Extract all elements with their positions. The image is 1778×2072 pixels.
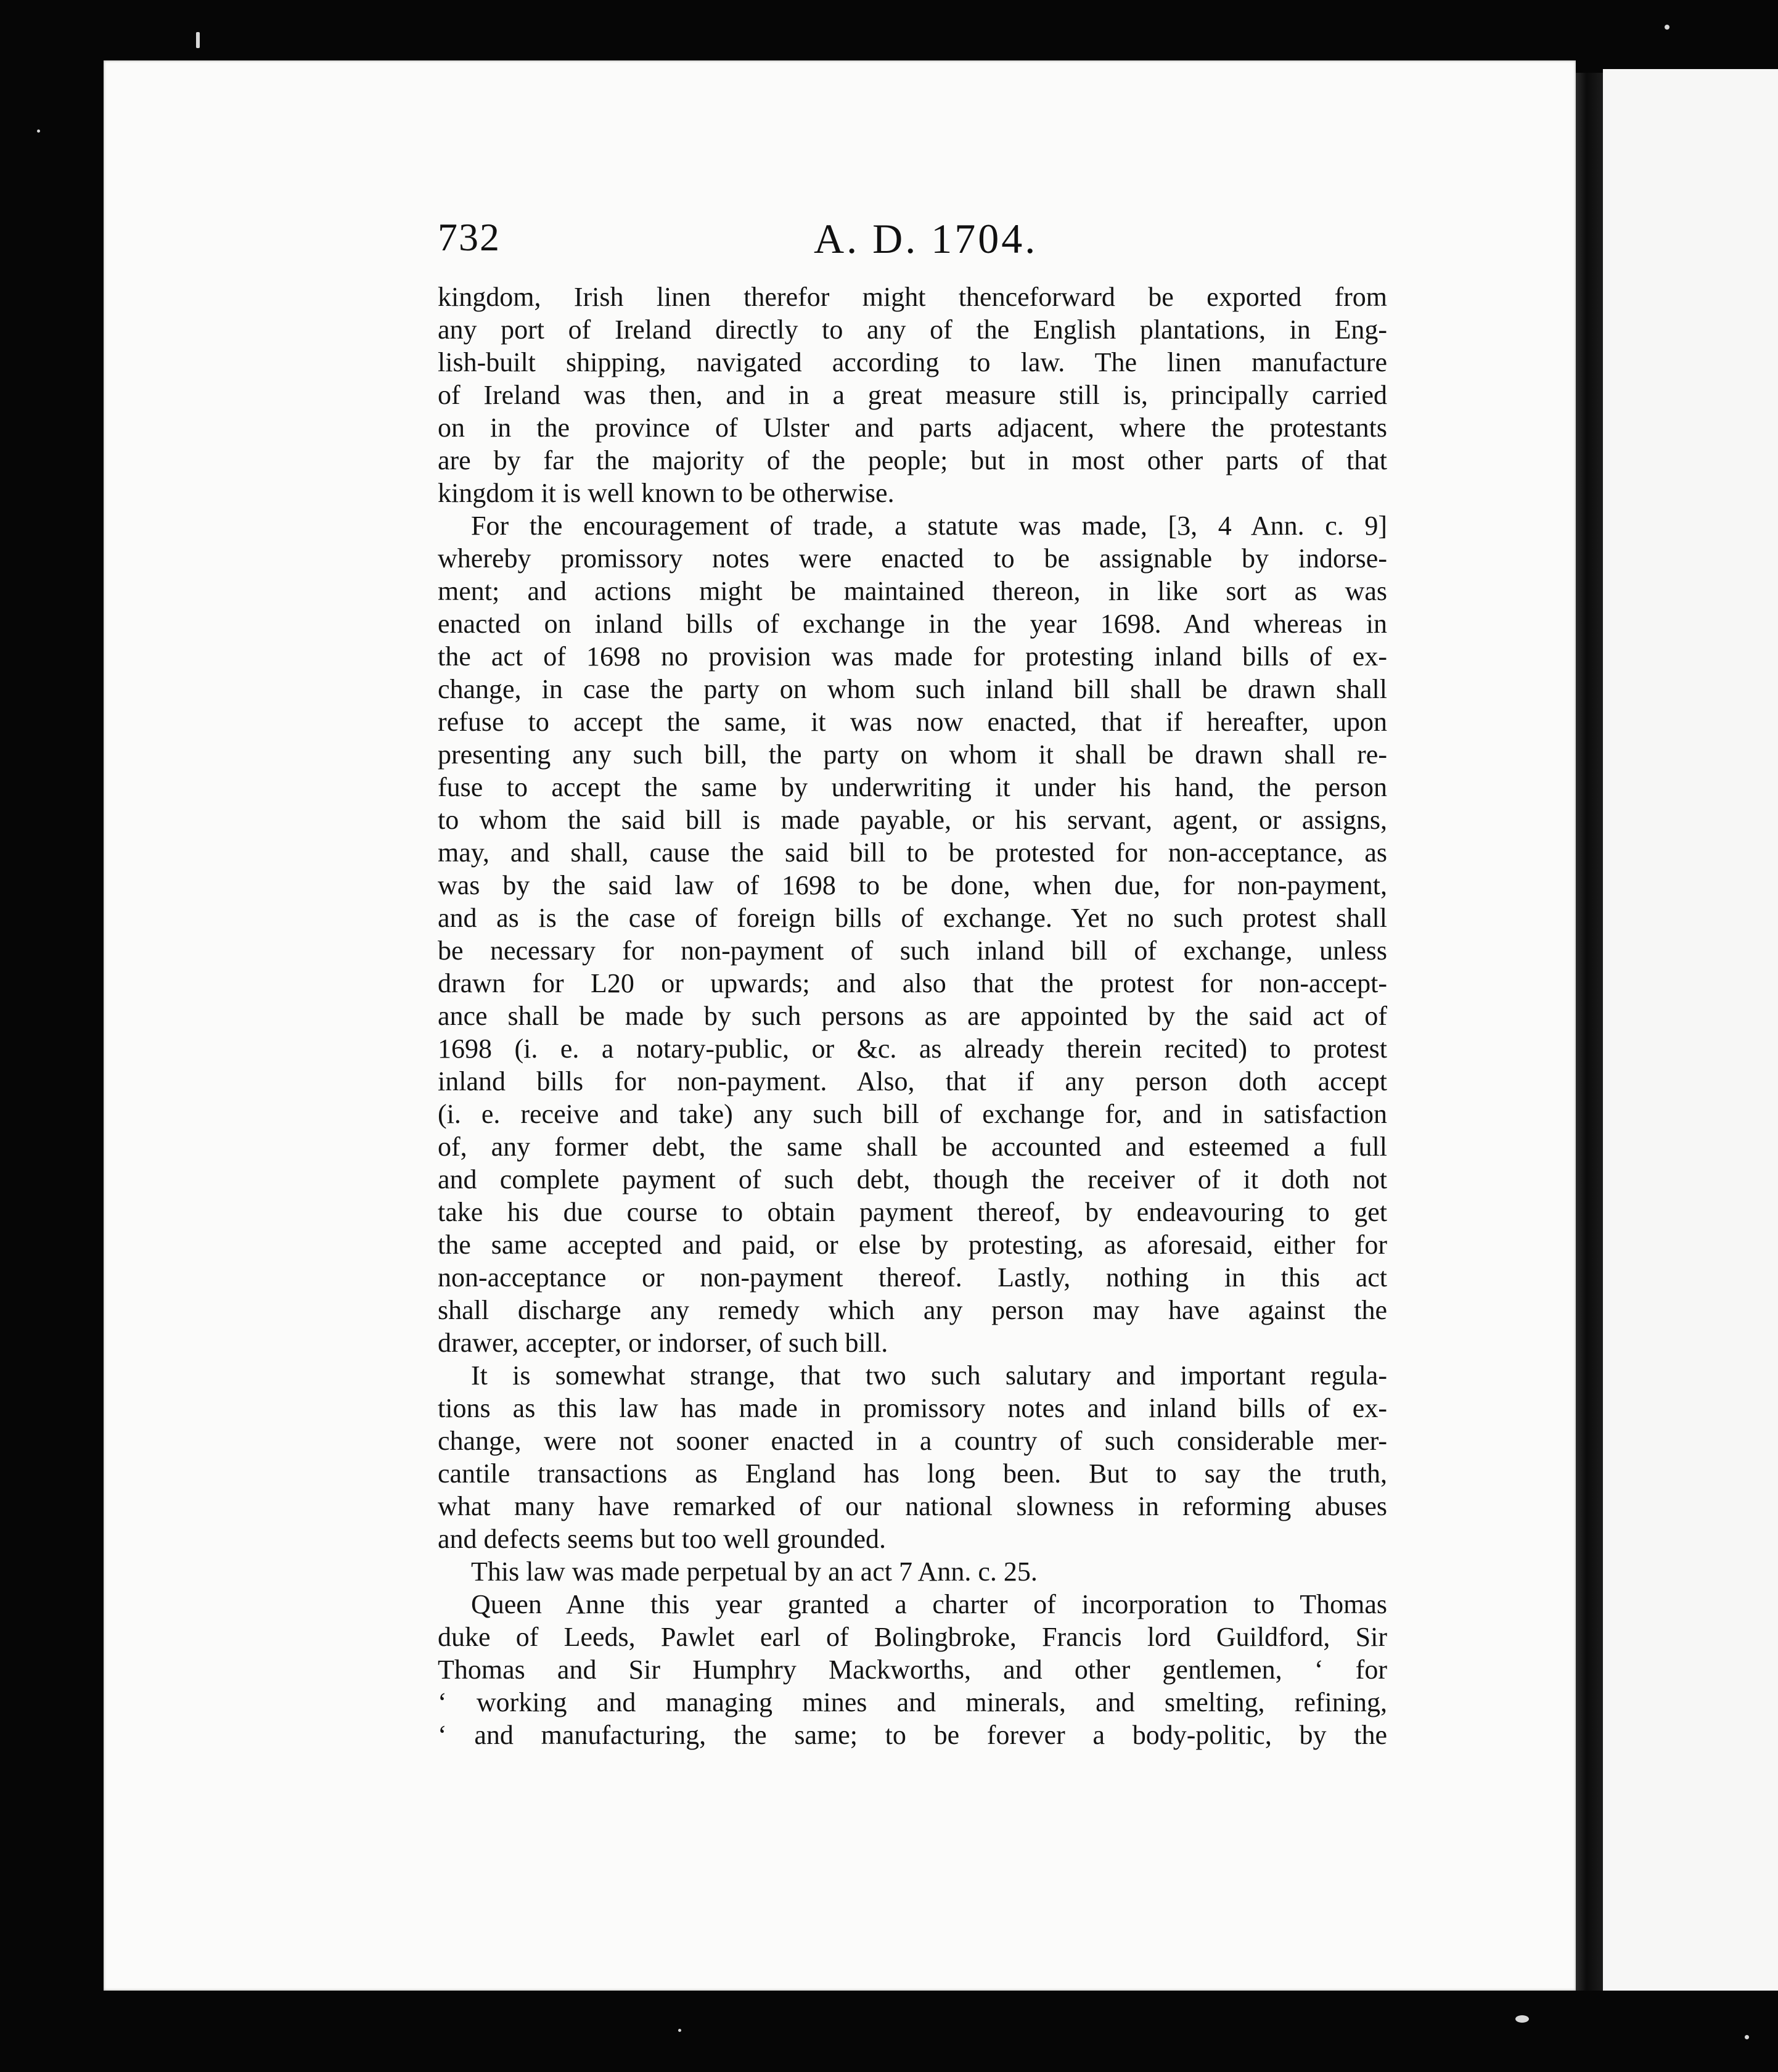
dust-speck	[37, 130, 40, 133]
text-line: refuse to accept the same, it was now enacted, that if hereafter, upon	[438, 707, 1387, 737]
text-line: shall discharge any remedy which any person may have against the	[438, 1295, 1387, 1325]
paragraph	[438, 1359, 1387, 1555]
text-line: ‘ working and managing mines and minerals, and smelting, refining,	[438, 1687, 1387, 1717]
text-line: fuse to accept the same by underwriting it under his hand, the person	[438, 772, 1387, 802]
text-line: whereby promissory notes were enacted to be assignable by indorse-	[438, 543, 1387, 574]
dust-speck	[1665, 25, 1669, 30]
text-line: ance shall be made by such persons as are appointed by the said act of	[438, 1001, 1387, 1031]
text-line: Queen Anne this year granted a charter of incorporation to Thomas	[471, 1589, 1387, 1619]
text-line: lish-built shipping, navigated according to law. The linen manufacture	[438, 347, 1387, 377]
text-line: change, were not sooner enacted in a country of such considerable mer-	[438, 1426, 1387, 1456]
text-line: non-acceptance or non-payment thereof. Lastly, nothing in this act	[438, 1262, 1387, 1293]
text-line: ment; and actions might be maintained thereon, in like sort as was	[438, 576, 1387, 606]
text-line: duke of Leeds, Pawlet earl of Bolingbroke, Francis lord Guildford, Sir	[438, 1622, 1387, 1652]
text-line: kingdom, Irish linen therefor might thenceforward be exported from	[438, 282, 1387, 312]
text-line: be necessary for non-payment of such inland bill of exchange, unless	[438, 935, 1387, 966]
text-line: are by far the majority of the people; but in most other parts of that	[438, 445, 1387, 475]
text-line: any port of Ireland directly to any of the English plantations, in Eng-	[438, 314, 1387, 345]
dust-speck	[196, 32, 200, 48]
text-line: the act of 1698 no provision was made for protesting inland bills of ex-	[438, 641, 1387, 672]
page-number: 732	[438, 215, 501, 259]
text-line: to whom the said bill is made payable, or his servant, agent, or assigns,	[438, 805, 1387, 835]
text-line: This law was made perpetual by an act 7 Ann. c. 25.	[471, 1556, 1038, 1587]
text-line: and as is the case of foreign bills of exchange. Yet no such protest shall	[438, 903, 1387, 933]
text-line: of, any former debt, the same shall be accounted and esteemed a full	[438, 1132, 1387, 1162]
text-line: kingdom it is well known to be otherwise.	[438, 478, 895, 508]
text-line: It is somewhat strange, that two such salutary and important regula-	[471, 1360, 1387, 1391]
paragraph	[438, 509, 1387, 1359]
text-line: Thomas and Sir Humphry Mackworths, and other gentlemen, ‘ for	[438, 1655, 1387, 1685]
text-line: inland bills for non-payment. Also, that if any person doth accept	[438, 1066, 1387, 1096]
text-line: presenting any such bill, the party on whom it shall be drawn shall re-	[438, 739, 1387, 770]
text-line: tions as this law has made in promissory notes and inland bills of ex-	[438, 1393, 1387, 1423]
text-line: For the encouragement of trade, a statute was made, [3, 4 Ann. c. 9]	[471, 511, 1387, 541]
facing-page-edge	[1603, 69, 1778, 1991]
dust-speck	[1515, 2015, 1529, 2023]
text-line: drawer, accepter, or indorser, of such bill.	[438, 1328, 888, 1358]
text-line: the same accepted and paid, or else by protesting, as aforesaid, either for	[438, 1230, 1387, 1260]
text-line: may, and shall, cause the said bill to be protested for non-acceptance, as	[438, 837, 1387, 868]
text-line: and complete payment of such debt, though the receiver of it doth not	[438, 1164, 1387, 1194]
text-line: change, in case the party on whom such inland bill shall be drawn shall	[438, 674, 1387, 704]
text-line: take his due course to obtain payment thereof, by endeavouring to get	[438, 1197, 1387, 1227]
paragraph	[438, 1555, 1387, 1588]
running-head: A. D. 1704.	[814, 215, 1038, 262]
dust-speck	[1745, 2035, 1749, 2039]
text-line: cantile transactions as England has long been. But to say the truth,	[438, 1458, 1387, 1489]
paragraph	[438, 1588, 1387, 1751]
text-line: drawn for L20 or upwards; and also that the protest for non-accept-	[438, 968, 1387, 998]
book-gutter	[1576, 73, 1603, 1991]
text-line: was by the said law of 1698 to be done, when due, for non-payment,	[438, 870, 1387, 900]
paragraph	[438, 281, 1387, 509]
text-line: what many have remarked of our national slowness in reforming abuses	[438, 1491, 1387, 1521]
body-text	[438, 281, 1387, 1751]
text-line: of Ireland was then, and in a great measure still is, principally carried	[438, 380, 1387, 410]
text-line: and defects seems but too well grounded.	[438, 1524, 887, 1554]
text-line: on in the province of Ulster and parts adjacent, where the protestants	[438, 413, 1387, 443]
dust-speck	[678, 2029, 681, 2032]
text-line: (i. e. receive and take) any such bill of exchange for, and in satisfaction	[438, 1099, 1387, 1129]
text-line: enacted on inland bills of exchange in the year 1698. And whereas in	[438, 609, 1387, 639]
page-header	[438, 215, 1387, 276]
text-line: ‘ and manufacturing, the same; to be forever a body-politic, by the	[438, 1720, 1387, 1750]
text-line: 1698 (i. e. a notary-public, or &c. as already therein recited) to protest	[438, 1034, 1387, 1064]
